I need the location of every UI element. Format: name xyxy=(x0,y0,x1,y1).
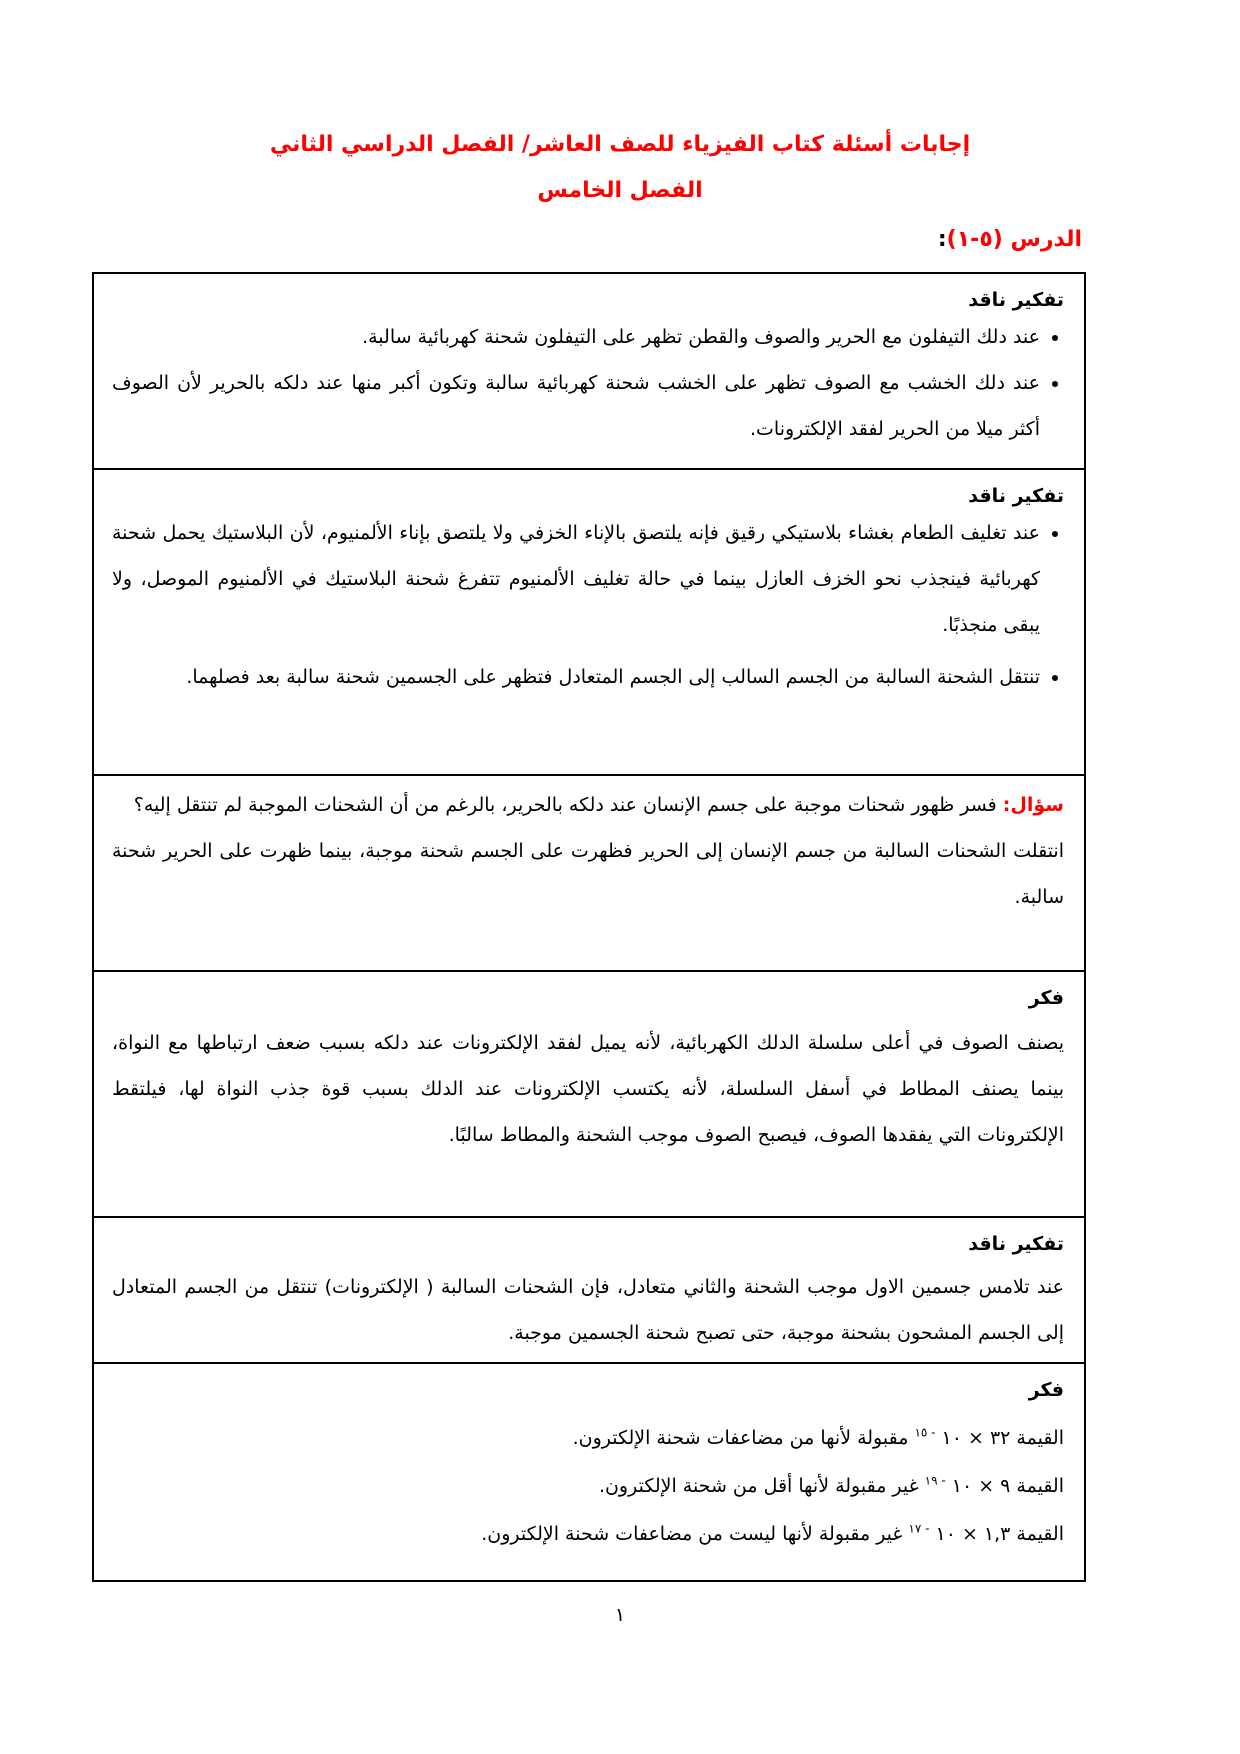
lesson-heading xyxy=(938,227,1082,252)
document-title: إجابات أسئلة كتاب الفيزياء للصف العاشر/ الفصل الدراسي الثاني xyxy=(269,132,971,157)
question-label: سؤال: xyxy=(1002,794,1064,816)
section-heading: فكر xyxy=(1028,987,1064,1009)
page-number: ١ xyxy=(614,1604,626,1626)
section-heading: تفكير ناقد xyxy=(968,289,1064,311)
list-item: • عند دلك التيفلون مع الحرير والصوف والقطن تظهر على التيفلون شحنة كهربائية سالبة. xyxy=(112,314,1040,360)
section-heading: تفكير ناقد xyxy=(968,485,1064,507)
answers-frame xyxy=(92,272,1086,1582)
list-item: • عند دلك الخشب مع الصوف تظهر على الخشب شحنة كهربائية سالبة وتكون أكبر منها عند دلكه بالحرير لأن الصوف أكثر ميلا من الحرير لفقد الإلكترونات. xyxy=(112,360,1040,452)
exponent: - ١٧ xyxy=(908,1521,930,1536)
list-item: • عند تغليف الطعام بغشاء بلاستيكي رقيق فإنه يلتصق بالإناء الخزفي ولا يلتصق بإناء الألمنيوم، لأن البلاستيك يحمل شحنة كهربائية فينجذب نحو الخزف العازل بينما في حالة تغليف الألمنيوم تتفرغ شحنة البلاستيك في الألمنيوم الموصل، ولا يبقى منجذبًا. xyxy=(112,510,1040,648)
bullet-list xyxy=(112,314,1064,452)
question-text xyxy=(112,782,1064,828)
chapter-title: الفصل الخامس xyxy=(537,178,703,203)
section-think-2 xyxy=(94,1362,1084,1580)
section-heading: تفكير ناقد xyxy=(968,1233,1064,1255)
section-think-1 xyxy=(94,970,1084,1216)
section-question xyxy=(94,774,1084,970)
answer-text: انتقلت الشحنات السالبة من جسم الإنسان إلى الحرير فظهرت على الجسم شحنة موجبة، بينما ظهرت على الحرير شحنة سالبة. xyxy=(112,840,1064,908)
section-heading: فكر xyxy=(1028,1379,1064,1401)
section-text: عند تلامس جسمين الاول موجب الشحنة والثاني متعادل، فإن الشحنات السالبة ( الإلكترونات) تنتقل من الجسم المتعادل إلى الجسم المشحون بشحنة موجبة، حتى تصبح شحنة الجسمين موجبة. xyxy=(112,1276,1064,1344)
list-item: • تنتقل الشحنة السالبة من الجسم السالب إلى الجسم المتعادل فتظهر على الجسمين شحنة سالبة بعد فصلهما. xyxy=(112,654,1040,700)
lesson-label: الدرس (٥-١) xyxy=(946,227,1082,252)
lesson-colon: : xyxy=(937,227,947,252)
exponent: - ١٥ xyxy=(914,1425,936,1440)
value-line: القيمة ٣٢ × ١٠ $^{- ١٥}$ مقبولة لأنها من مضاعفات شحنة الإلكترون. xyxy=(572,1425,1064,1449)
section-critical-thinking-2 xyxy=(94,468,1084,774)
value-line: القيمة ٩ × ١٠ $^{- ١٩}$ غير مقبولة لأنها أقل من شحنة الإلكترون. xyxy=(598,1473,1064,1497)
value-line: القيمة ١,٣ × ١٠ $^{- ١٧}$ غير مقبولة لأنها ليست من مضاعفات شحنة الإلكترون. xyxy=(481,1521,1064,1545)
exponent: - ١٩ xyxy=(924,1473,946,1488)
section-text: يصنف الصوف في أعلى سلسلة الدلك الكهربائية، لأنه يميل لفقد الإلكترونات عند دلكه بسبب ضعف ارتباطها مع النواة، بينما يصنف المطاط في أسفل السلسلة، لأنه يكتسب الإلكترونات عند الدلك بسبب قوة جذب النواة لها، فيلتقط الإلكترونات التي يفقدها الصوف، فيصبح الصوف موجب الشحنة والمطاط سالبًا. xyxy=(112,1032,1064,1146)
section-critical-thinking-1 xyxy=(94,274,1084,468)
section-critical-thinking-3 xyxy=(94,1216,1084,1362)
bullet-list xyxy=(112,510,1064,700)
question-body: فسر ظهور شحنات موجبة على جسم الإنسان عند دلكه بالحرير، بالرغم من أن الشحنات الموجبة لم تنتقل إليه؟ xyxy=(133,794,1003,816)
